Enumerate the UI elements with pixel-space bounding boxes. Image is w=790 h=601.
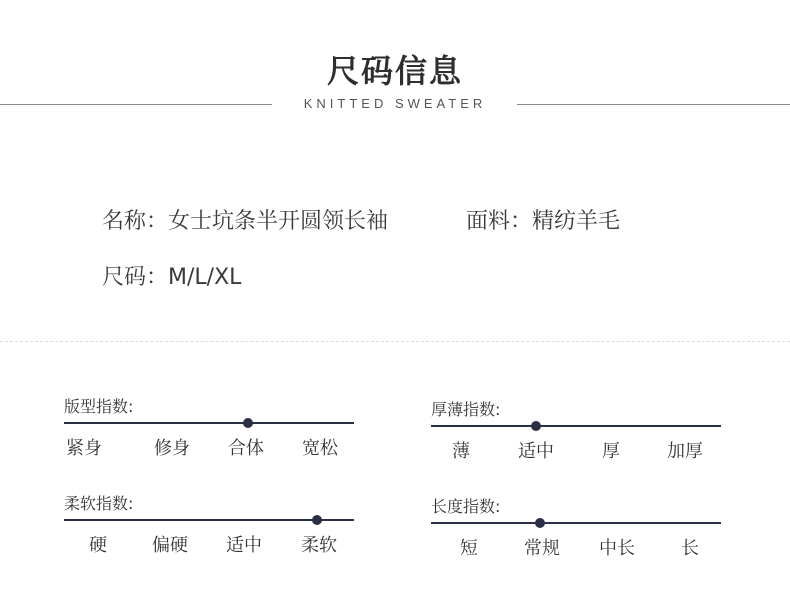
page-title: 尺码信息 [326,52,463,90]
length-option-regular: 常规 [524,538,560,559]
fit-index-label: 版型指数: [64,397,134,416]
softness-option-hard: 硬 [89,535,107,556]
softness-index-label: 柔软指数: [64,494,134,513]
fit-option-regular: 合体 [228,438,264,459]
length-index-marker [535,518,545,528]
fit-option-tight: 紧身 [66,438,102,459]
fit-index-marker [243,418,253,428]
length-option-short: 短 [460,538,478,559]
product-size: 尺码：M/L/XL [102,265,242,290]
thickness-option-extra-thick: 加厚 [667,441,703,462]
softness-index [64,491,356,563]
softness-option-medium: 适中 [226,535,262,556]
thickness-option-thin: 薄 [452,441,470,462]
thickness-index-label: 厚薄指数: [431,400,501,419]
thickness-index-options [431,437,721,461]
fit-index [64,394,356,466]
thickness-index-marker [531,421,541,431]
product-fabric: 面料：精纺羊毛 [466,209,621,234]
section-divider [0,341,790,342]
thickness-option-medium: 适中 [518,441,554,462]
page-subtitle: KNITTED SWEATER [303,96,487,111]
length-option-mid-long: 中长 [599,538,635,559]
fit-index-options [64,434,354,458]
thickness-index [431,397,723,469]
thickness-index-track [431,425,721,427]
fit-index-track [64,422,354,424]
softness-option-slightly-hard: 偏硬 [152,535,188,556]
softness-index-options [64,531,354,555]
thickness-option-thick: 厚 [602,441,620,462]
length-index [431,494,723,566]
length-index-track [431,522,721,524]
fit-option-loose: 宽松 [302,438,338,459]
softness-index-marker [312,515,322,525]
fit-option-slim: 修身 [154,438,190,459]
length-index-options [431,534,721,558]
softness-index-track [64,519,354,521]
length-option-long: 长 [681,538,699,559]
product-name: 名称：女士坑条半开圆领长袖 [102,209,389,234]
length-index-label: 长度指数: [431,497,501,516]
softness-option-soft: 柔软 [301,535,337,556]
